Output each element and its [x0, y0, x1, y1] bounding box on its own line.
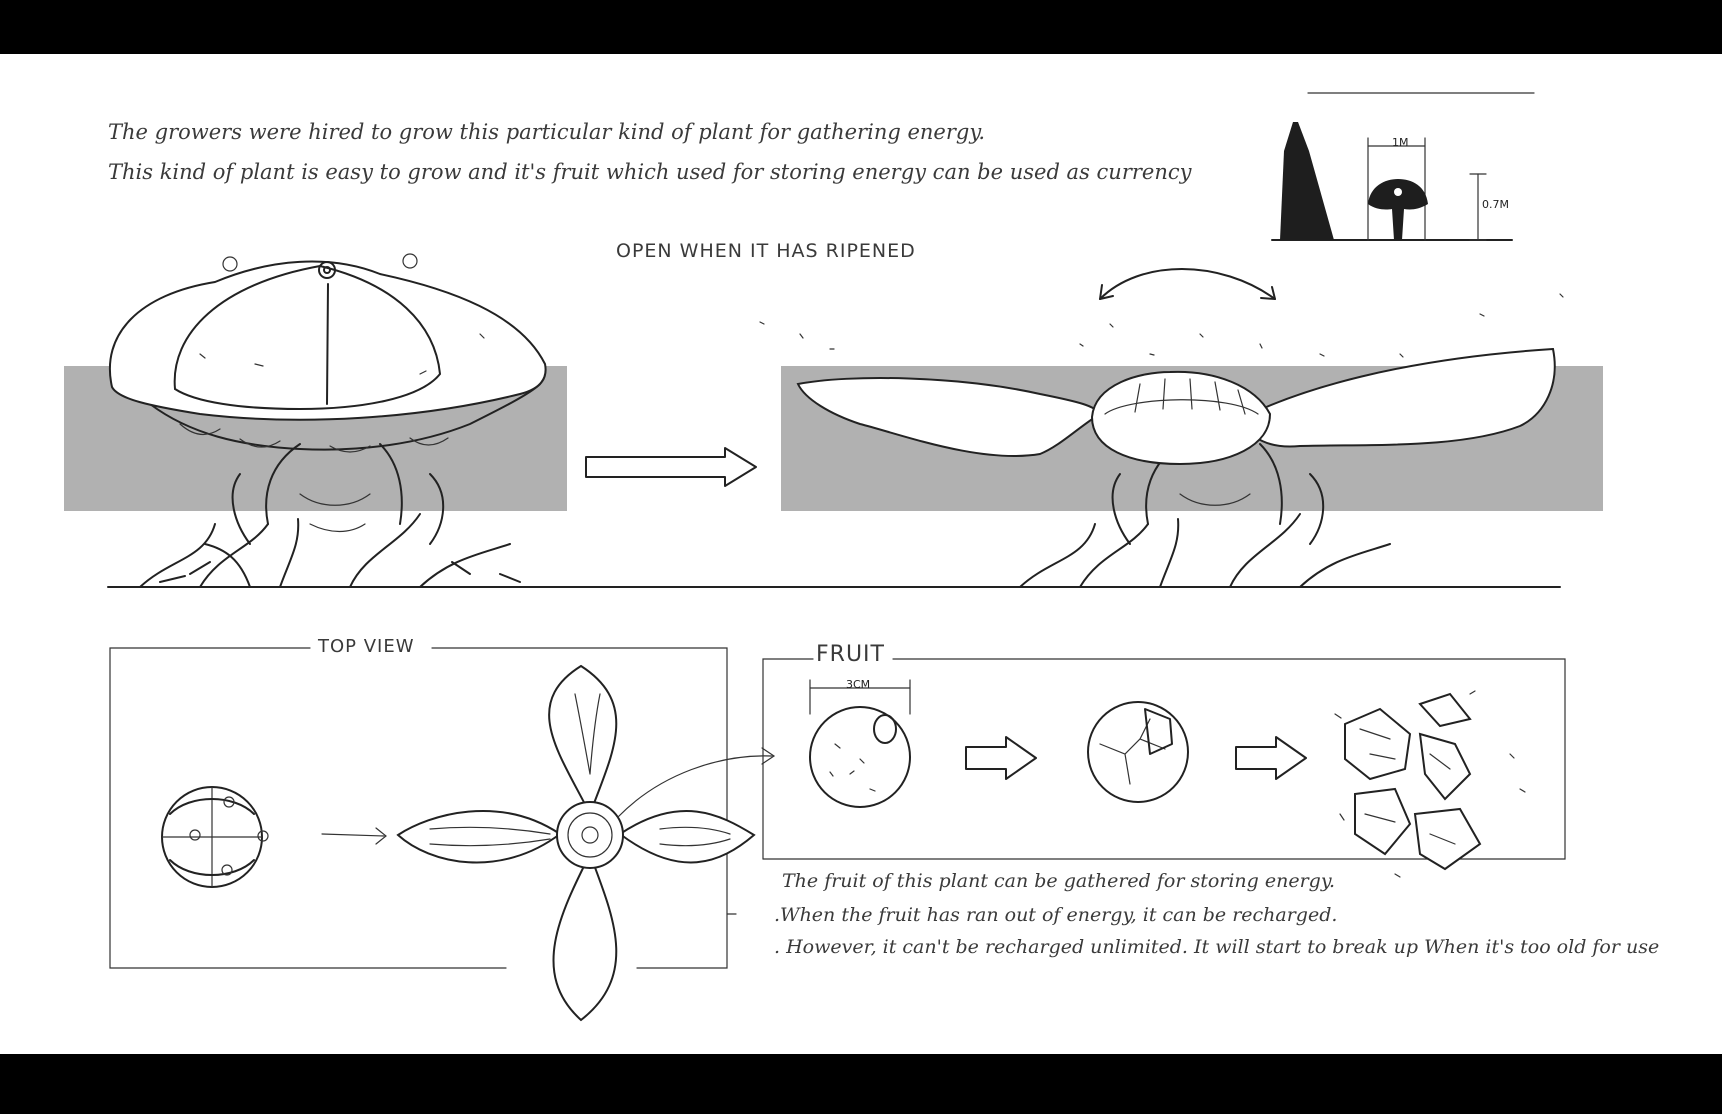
open-plant-drawing [760, 269, 1563, 587]
top-view-title: TOP VIEW [318, 636, 415, 657]
fruit-panel [763, 659, 1565, 877]
scale-height-label: 0.7M [1482, 198, 1509, 211]
four-petal-top-view [398, 666, 754, 1020]
scale-width-label: 1M [1392, 136, 1409, 149]
fruit-title: FRUIT [816, 642, 885, 667]
scale-diagram [1272, 93, 1534, 240]
concept-sheet [0, 54, 1722, 1054]
intro-line-2: This kind of plant is easy to grow and it's fruit which used for storing energy can be used as currency [108, 160, 1192, 184]
fruit-cracked [1088, 702, 1188, 802]
top-view-panel [110, 648, 774, 1020]
open-when-ripened-label: OPEN WHEN IT HAS RIPENED [616, 240, 916, 262]
fruit-size-label: 3CM [846, 678, 871, 691]
fruit-note-1: The fruit of this plant can be gathered for storing energy. [782, 870, 1336, 892]
fruit-note-2: .When the fruit has ran out of energy, it can be recharged. [774, 904, 1338, 926]
fruit-broken [1335, 691, 1525, 877]
transform-arrow [586, 448, 756, 486]
fruit-note-3: . However, it can't be recharged unlimited. It will start to break up When it's too old for use [774, 936, 1660, 958]
human-silhouette [1280, 122, 1334, 240]
intro-line-1: The growers were hired to grow this particular kind of plant for gathering energy. [108, 120, 986, 144]
